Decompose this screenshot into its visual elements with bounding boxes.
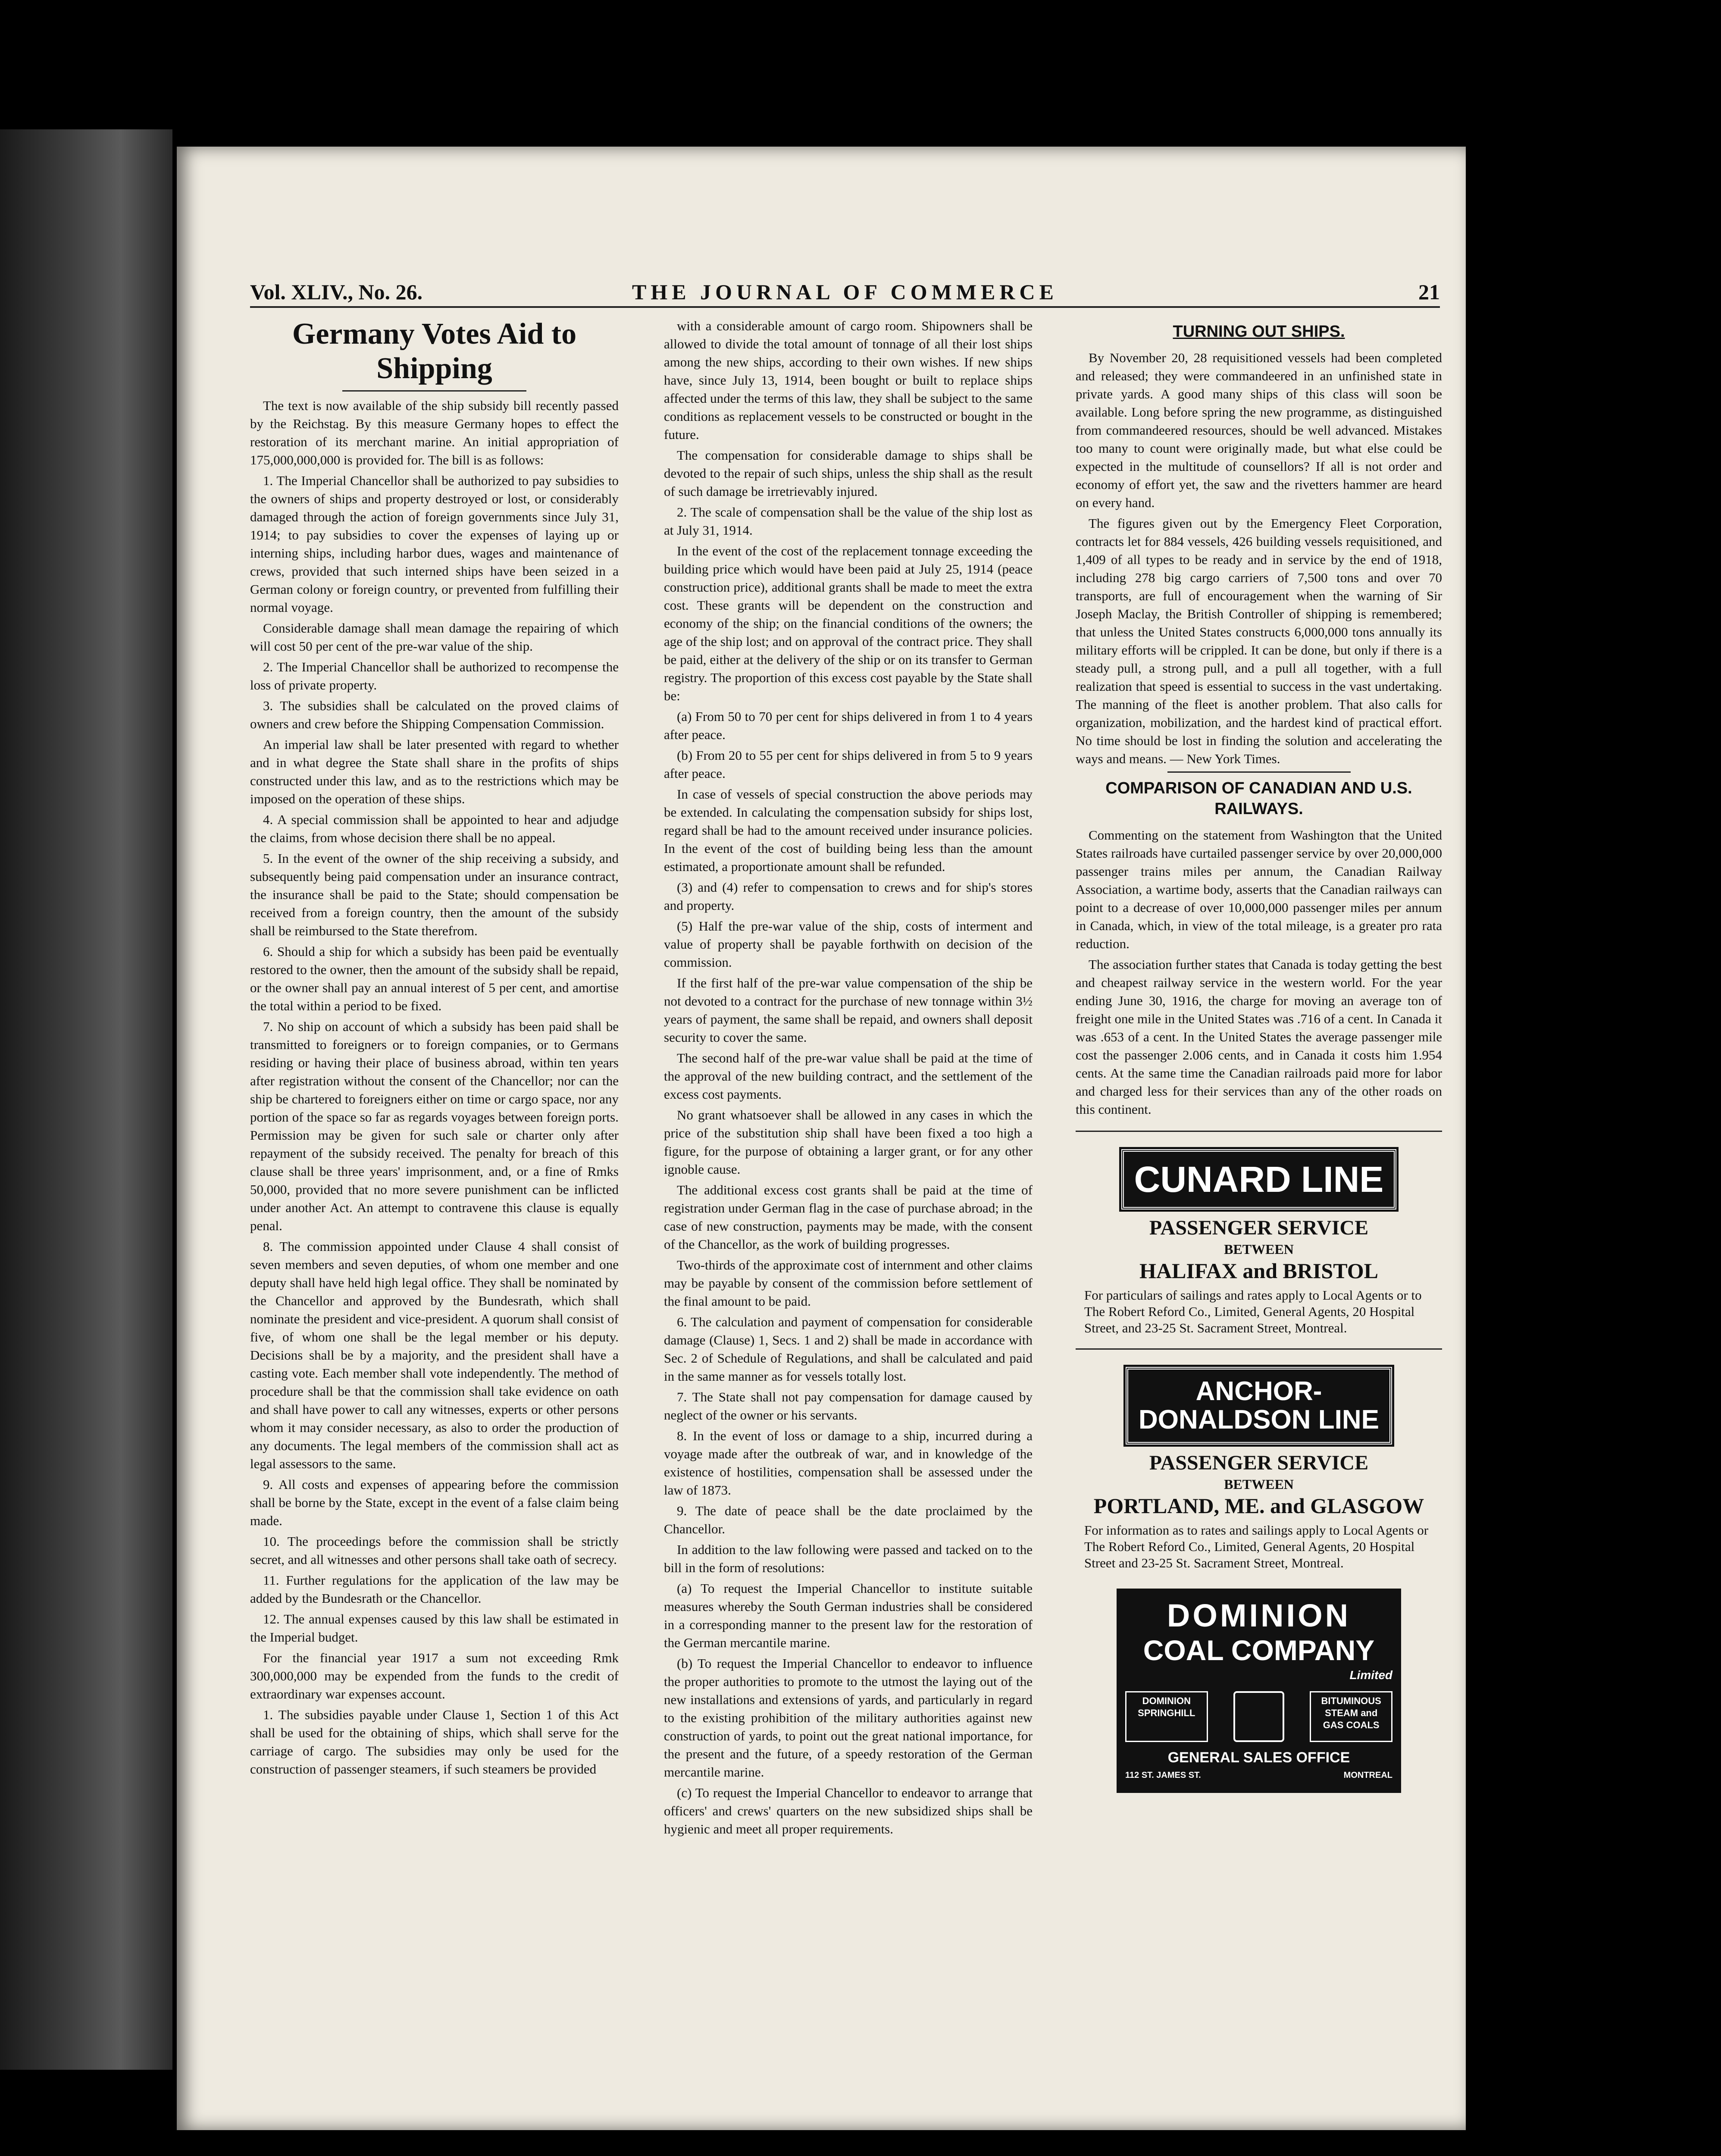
article-paragraph: 4. A special commission shall be appointed to hear and adjudge the claims, from whose decision there shall be no appeal. — [250, 812, 619, 845]
address-row — [1125, 1766, 1392, 1784]
ad-details: For information as to rates and sailings apply to Local Agents or The Robert Reford Co., Limited, General Agents, 20 Hospital Street and 23-25 St. Sacrament Street, Montreal. — [1084, 1523, 1429, 1570]
logo-line: ANCHOR- — [1195, 1376, 1322, 1406]
anchor-donaldson-ad — [1076, 1367, 1442, 1571]
page-number: 21 — [1418, 280, 1440, 304]
article-paragraph: (b) To request the Imperial Chancellor to endeavor to influence the proper authorities to promote to the utmost the laying out of the new installations and extensions of yards, and particularly in regard to the existing prohibition of the military authorities against new construction of yards, to point out the great national importance, for the present and the future, of a speedy restoration of the German mercantile marine. — [664, 1656, 1033, 1780]
page-header — [250, 276, 1440, 308]
article-paragraph: 8. The commission appointed under Clause 4 shall consist of seven members and seven deputies, of whom one member and one deputy shall have held high legal office. They shall be nominated by the Chancellor and approved by the Bundesrath, which shall nominate the president and vice-president. A quorum shall consist of five, of whom one shall be the legal member or his deputy. Decisions shall be by a majority, and the president shall have a casting vote. Each member shall vote independently. The method of procedure shall be that the commission shall take evidence on oath and shall have power to call any witnesses, experts or other persons whom it may consider necessary, as also to order the production of any documents. The legal members of the commission shall act as legal assessors to the same. — [250, 1239, 619, 1471]
article-paragraph: 2. The scale of compensation shall be the value of the ship lost as at July 31, 1914. — [664, 505, 1033, 538]
article-paragraph: 8. In the event of loss or damage to a ship, incurred during a voyage made after the outbreak of war, and in knowledge of the existence of hostilities, compensation shall be assessed under the law of 1873. — [664, 1428, 1033, 1498]
product-label: DOMINION SPRINGHILL — [1125, 1691, 1208, 1742]
article-paragraph: 7. The State shall not pay compensation for damage caused by neglect of the owner or his servants. — [664, 1389, 1033, 1423]
ad-service: PASSENGER SERVICE — [1149, 1216, 1369, 1239]
article-headline-ships: TURNING OUT SHIPS. — [1173, 323, 1345, 341]
article-paragraph: In case of vessels of special construction the above periods may be extended. In calculating the compensation subsidy for ships lost, regard shall be had to the amount received under insurance policies. In the event of the cost of building being less than the amount estimated, a proportionate amount shall be refunded. — [664, 787, 1033, 874]
logo-line: LINE — [1318, 1405, 1380, 1435]
product-label: BITUMINOUS STEAM and GAS COALS — [1310, 1691, 1392, 1742]
column-2 — [664, 317, 1033, 2014]
ad-details: For particulars of sailings and rates apply to Local Agents or to The Robert Reford Co., Limited, General Agents, 20 Hospital Street, and 23-25 St. Sacrament Street, Montreal. — [1084, 1288, 1422, 1335]
product-row — [1125, 1691, 1392, 1742]
article-paragraph: In the event of the cost of the replacement tonnage exceeding the building price which would have been paid at July 25, 1914 (peace construction price), additional grants shall be made to meet the extra cost. These grants will be dependent on the construction and economy of the ship; on the financial conditions of the owners; the age of the ship lost; and on approval of the contract price. They shall be paid, either at the delivery of the ship or on its transfer to German registry. The proportion of this excess cost payable by the State shall be: — [664, 543, 1033, 703]
article-paragraph: (b) From 20 to 55 per cent for ships delivered in from 5 to 9 years after peace. — [664, 748, 1033, 781]
article-paragraph: 1. The Imperial Chancellor shall be authorized to pay subsidies to the owners of ships and property destroyed or lost, or considerably damaged through the action of foreign governments since July 31, 1914; to pay subsidies to cover the expenses of laying up or interning ships, including harbor dues, wages and maintenance of crews, provided that such interned ships have been seized in a German colony or foreign country, or prevented from fulfilling their normal voyage. — [250, 473, 619, 615]
logo-line: COAL COMPANY — [1143, 1634, 1375, 1666]
article-paragraph: (a) To request the Imperial Chancellor to institute suitable measures whereby the South German industries shall be considered in a corresponding manner to the present law for the restoration of the German mercantile marine. — [664, 1581, 1033, 1650]
dominion-coal-logo — [1117, 1589, 1401, 1793]
ad-between: BETWEEN — [1224, 1241, 1294, 1257]
article-paragraph: 7. No ship on account of which a subsidy has been paid shall be transmitted to foreigners or to foreign companies, or to Germans residing or having their place of business abroad, within ten years after registration without the consent of the Chancellor; nor can the ship be chartered to foreigners either on time or cargo space, nor any portion of the space so far as regards voyages between foreign ports. Permission may be given for such sale or charter only after repayment of the subsidy received. The penalty for breach of this clause shall be three years' imprisonment, and, or a fine of Rmks 50,000, provided that no more severe punishment can be inflicted under another Act. An attempt to contravene this clause is equally penal. — [250, 1019, 619, 1233]
paper-title: THE JOURNAL OF COMMERCE — [632, 280, 1058, 304]
logo-line: DONALDSON — [1138, 1405, 1311, 1435]
sales-office: GENERAL SALES OFFICE — [1167, 1749, 1350, 1766]
article-paragraph: with a considerable amount of cargo room. Shipowners shall be allowed to divide the total amount of tonnage of all their lost ships among the new ships, according to their own wishes. If new ships have, since July 13, 1914, been bought or built to replace ships affected under the terms of this law, they shall be subject to the same conditions as replacement vessels to be constructed or bought in the future. — [664, 318, 1033, 442]
cunard-line-ad — [1076, 1149, 1442, 1336]
article-paragraph: 1. The subsidies payable under Clause 1, Section 1 of this Act shall be used for the obtaining of ships, which shall serve for the carriage of cargo. The subsidies may only be used for the construction of passenger steamers, if such steamers be provided — [250, 1707, 619, 1777]
volume-number: Vol. XLIV., No. 26. — [250, 280, 423, 304]
ad-separator — [1076, 1348, 1442, 1350]
logo-line: Limited — [1349, 1668, 1392, 1682]
article-paragraph: By November 20, 28 requisitioned vessels had been completed and released; they were commandeered in an unfinished state in private yards. A good many ships of this class will soon be available. Long before spring the new programme, as distinguished from commandeered resources, should be well advanced. Mistakes too many to count were originally made, but what else could be expected in the multitude of counsellors? If all is not order and economy of effort yet, the saw and the rivetters hammer are heard on every hand. — [1076, 350, 1442, 510]
article-paragraph: 2. The Imperial Chancellor shall be authorized to recompense the loss of private property. — [250, 659, 619, 693]
article-paragraph: 10. The proceedings before the commission shall be strictly secret, and all witnesses and other persons shall take oath of secrecy. — [250, 1534, 619, 1567]
article-paragraph: (3) and (4) refer to compensation to crews and for ship's stores and property. — [664, 880, 1033, 913]
article-paragraph: 9. The date of peace shall be the date proclaimed by the Chancellor. — [664, 1503, 1033, 1536]
article-paragraph: The text is now available of the ship subsidy bill recently passed by the Reichstag. By this measure Germany hopes to effect the restoration of its merchant marine. An initial appropriation of 175,000,000,000 is provided for. The bill is as follows: — [250, 398, 619, 467]
logo-line: DOMINION — [1167, 1598, 1351, 1633]
article-paragraph: For the financial year 1917 a sum not exceeding Rmk 300,000,000 may be expended from the funds to the credit of extraordinary war expenses account. — [250, 1650, 619, 1702]
ad-route: PORTLAND, ME. and GLASGOW — [1093, 1494, 1424, 1518]
cunard-logo: CUNARD LINE — [1121, 1149, 1397, 1210]
article-paragraph: Commenting on the statement from Washington that the United States railroads have curtailed passenger service by over 20,000,000 passenger trains miles per annum, the Canadian Railway Association, a wartime body, asserts that the Canadian railways can point to a decrease of over 10,000,000 passenger miles per annum in Canada, which, in view of the total mileage, is a greater pro rata reduction. — [1076, 827, 1442, 951]
article-paragraph: (5) Half the pre-war value of the ship, costs of interment and value of property shall be payable forthwith on decision of the commission. — [664, 918, 1033, 970]
article-paragraph: 6. The calculation and payment of compensation for considerable damage (Clause) 1, Secs. 1 and 2) shall be made in accordance with Sec. 2 of Schedule of Regulations, and shall be calculated and paid in the same manner as for vessels totally lost. — [664, 1314, 1033, 1384]
article-paragraph: Considerable damage shall mean damage the repairing of which will cost 50 per cent of the pre-war value of the ship. — [250, 620, 619, 654]
article-paragraph: (a) From 50 to 70 per cent for ships delivered in from 1 to 4 years after peace. — [664, 709, 1033, 742]
article-paragraph: Two-thirds of the approximate cost of internment and other claims may be payable by consent of the commission before settlement of the final amount to be paid. — [664, 1257, 1033, 1309]
article-headline: Germany Votes Aid to Shipping — [292, 317, 577, 385]
section-rule — [1167, 771, 1351, 773]
ad-service: PASSENGER SERVICE — [1149, 1451, 1369, 1474]
article-paragraph: The second half of the pre-war value shall be paid at the time of the approval of the new building contract, and the settlement of the excess cost payments. — [664, 1050, 1033, 1102]
article-paragraph: 11. Further regulations for the application of the law may be added by the Bundesrath or the Chancellor. — [250, 1573, 619, 1606]
anchor-donaldson-logo — [1126, 1367, 1392, 1445]
article-paragraph: 6. Should a ship for which a subsidy has been paid be eventually restored to the owner, then the amount of the subsidy shall be repaid, or the owner shall pay an annual interest of 5 per cent, and amortise the total within a period to be fixed. — [250, 944, 619, 1013]
article-paragraph: No grant whatsoever shall be allowed in any cases in which the price of the substitution ship shall have been fixed a too high a figure, for the purpose of obtaining a larger grant, or for any other ignoble cause. — [664, 1107, 1033, 1177]
newspaper-page — [177, 147, 1466, 2130]
article-paragraph: The association further states that Canada is today getting the best and cheapest railway service in the western world. For the year ending June 30, 1916, the charge for moving an average ton of freight one mile in the United States was .716 of a cent. In Canada it was .653 of a cent. In the United States the average passenger mile cost the passenger 2.006 cents, and in Canada it costs him 1.954 cents. At the same time the Canadian railroads paid more for labor and charged less for their services than any of the other roads on this continent. — [1076, 957, 1442, 1117]
adjacent-page-edge — [0, 129, 172, 2070]
ad-route: HALIFAX and BRISTOL — [1139, 1259, 1378, 1283]
headline-rule — [342, 390, 527, 392]
article-paragraph: If the first half of the pre-war value compensation of the ship be not devoted to a contract for the purchase of new tonnage within 3½ years of payment, the same shall be repaid, and owners shall deposit security to cover the same. — [664, 975, 1033, 1045]
article-paragraph: 9. All costs and expenses of appearing before the commission shall be borne by the State, except in the event of a false claim being made. — [250, 1477, 619, 1528]
column-3 — [1076, 317, 1442, 2014]
crest-icon — [1233, 1691, 1284, 1742]
article-paragraph: An imperial law shall be later presented with regard to whether and in what degree the State shall share in the profits of ships constructed under this law, and as to the restrictions which may be imposed on the operation of these ships. — [250, 737, 619, 806]
column-1 — [250, 317, 619, 2014]
article-paragraph: 3. The subsidies shall be calculated on the proved claims of owners and crew before the Shipping Compensation Commission. — [250, 698, 619, 731]
article-paragraph: 5. In the event of the owner of the ship receiving a subsidy, and subsequently being paid compensation under an insurance contract, the insurance shall be paid to the State; should compensation be received from a foreign country, then the amount of the subsidy shall be reimbursed to the State therefrom. — [250, 851, 619, 938]
address-street: 112 ST. JAMES ST. — [1125, 1771, 1201, 1780]
dominion-coal-ad — [1076, 1589, 1442, 1793]
article-paragraph: In addition to the law following were passed and tacked on to the bill in the form of resolutions: — [664, 1542, 1033, 1575]
article-headline-railways: COMPARISON OF CANADIAN AND U.S. RAILWAYS. — [1105, 779, 1412, 818]
article-paragraph: The compensation for considerable damage to ships shall be devoted to the repair of such ships, unless the ship shall as the result of such damage be irretrievably injured. — [664, 448, 1033, 499]
ad-separator — [1076, 1131, 1442, 1132]
article-paragraph: 12. The annual expenses caused by this law shall be estimated in the Imperial budget. — [250, 1611, 619, 1645]
article-paragraph: (c) To request the Imperial Chancellor to endeavor to arrange that officers' and crews' quarters on the new subsidized ships shall be hygienic and meet all proper requirements. — [664, 1785, 1033, 1836]
ad-between: BETWEEN — [1224, 1476, 1294, 1492]
address-city: MONTREAL — [1343, 1771, 1392, 1780]
article-paragraph: The figures given out by the Emergency Fleet Corporation, contracts let for 884 vessels, 426 building vessels requisitioned, and 1,409 of all types to be ready and in service by the end of 1918, including 278 big cargo carriers of 7,500 tons and over 70 transports, are full of encouragement when the warning of Sir Joseph Maclay, the British Controller of shipping is remembered; that unless the United States constructs 6,000,000 tons annually its military efforts will be crippled. It can be done, but only if there is a steady pull, a strong pull, and a pull all together, with a full realization that speed is essential to success in the vast undertaking. The manning of the fleet is another problem. That also calls for organization, mobilization, and the hardest kind of practical effort. No time should be lost in finding the solution and accelerating the ways and means. — New York Times. — [1076, 516, 1442, 766]
article-paragraph: The additional excess cost grants shall be paid at the time of registration under German flag in the case of purchase abroad; in the case of new construction, payments may be made, with the consent of the Chancellor, as the work of building progresses. — [664, 1182, 1033, 1252]
